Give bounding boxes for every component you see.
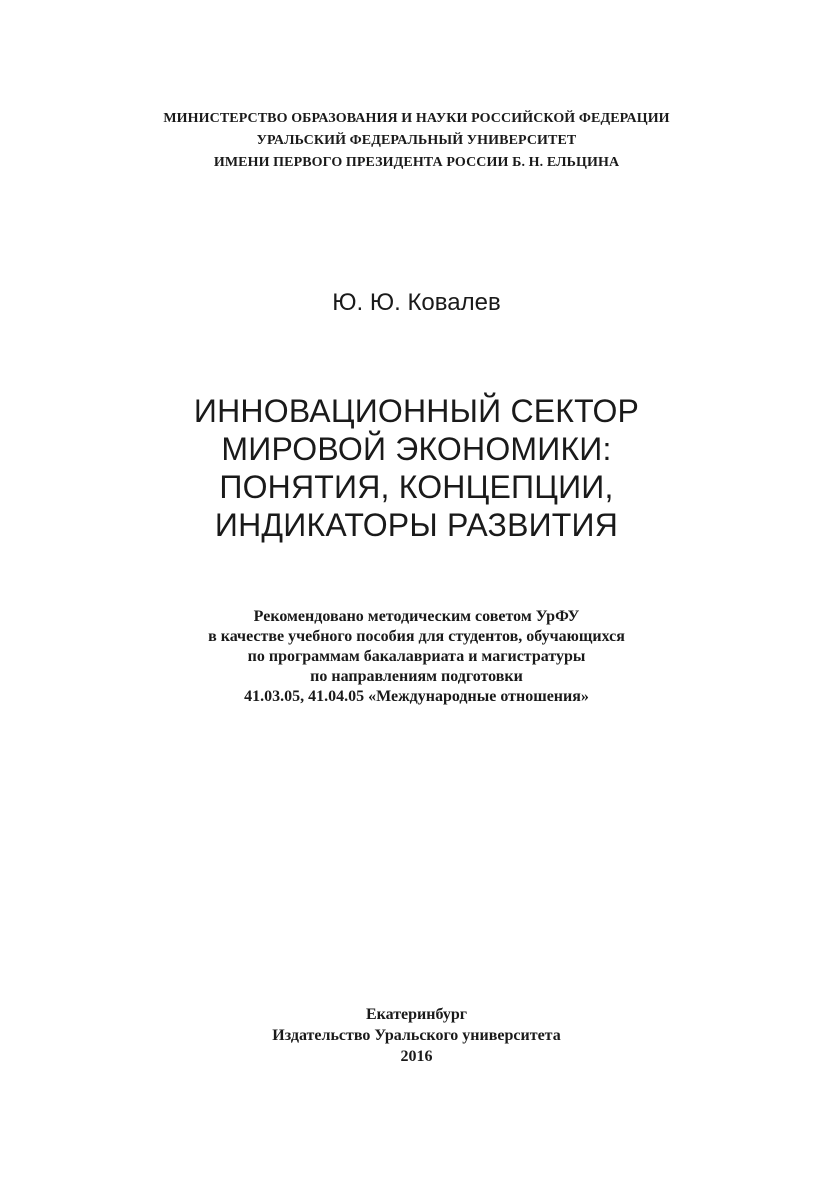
recommendation-line-5: 41.03.05, 41.04.05 «Международные отношения» — [244, 688, 589, 705]
imprint-year: 2016 — [400, 1048, 433, 1065]
imprint-publisher: Издательство Уральского университета — [272, 1027, 561, 1044]
recommendation-line-3: по программам бакалавриата и магистратуры — [247, 648, 586, 665]
author-name: Ю. Ю. Ковалев — [332, 289, 501, 316]
book-title-line-1: ИННОВАЦИОННЫЙ СЕКТОР — [193, 393, 640, 429]
book-title — [0, 392, 833, 544]
book-title-line-2: МИРОВОЙ ЭКОНОМИКИ: — [221, 431, 612, 467]
imprint — [0, 1004, 833, 1067]
recommendation-line-4: по направлениям подготовки — [310, 668, 523, 685]
ministry-name: МИНИСТЕРСТВО ОБРАЗОВАНИЯ И НАУКИ РОССИЙСКОЙ ФЕДЕРАЦИИ — [163, 111, 670, 126]
imprint-city: Екатеринбург — [365, 1006, 468, 1023]
university-name-line-1: УРАЛЬСКИЙ ФЕДЕРАЛЬНЫЙ УНИВЕРСИТЕТ — [256, 133, 577, 148]
recommendation-line-2: в качестве учебного пособия для студентов, обучающихся — [208, 628, 625, 645]
university-name-line-2: ИМЕНИ ПЕРВОГО ПРЕЗИДЕНТА РОССИИ Б. Н. ЕЛЬЦИНА — [213, 155, 620, 170]
recommendation-line-1: Рекомендовано методическим советом УрФУ — [253, 608, 580, 625]
recommendation-note — [0, 607, 833, 707]
institution-header — [0, 108, 833, 174]
book-title-line-3: ПОНЯТИЯ, КОНЦЕПЦИИ, — [219, 469, 614, 505]
book-title-line-4: ИНДИКАТОРЫ РАЗВИТИЯ — [214, 507, 619, 543]
